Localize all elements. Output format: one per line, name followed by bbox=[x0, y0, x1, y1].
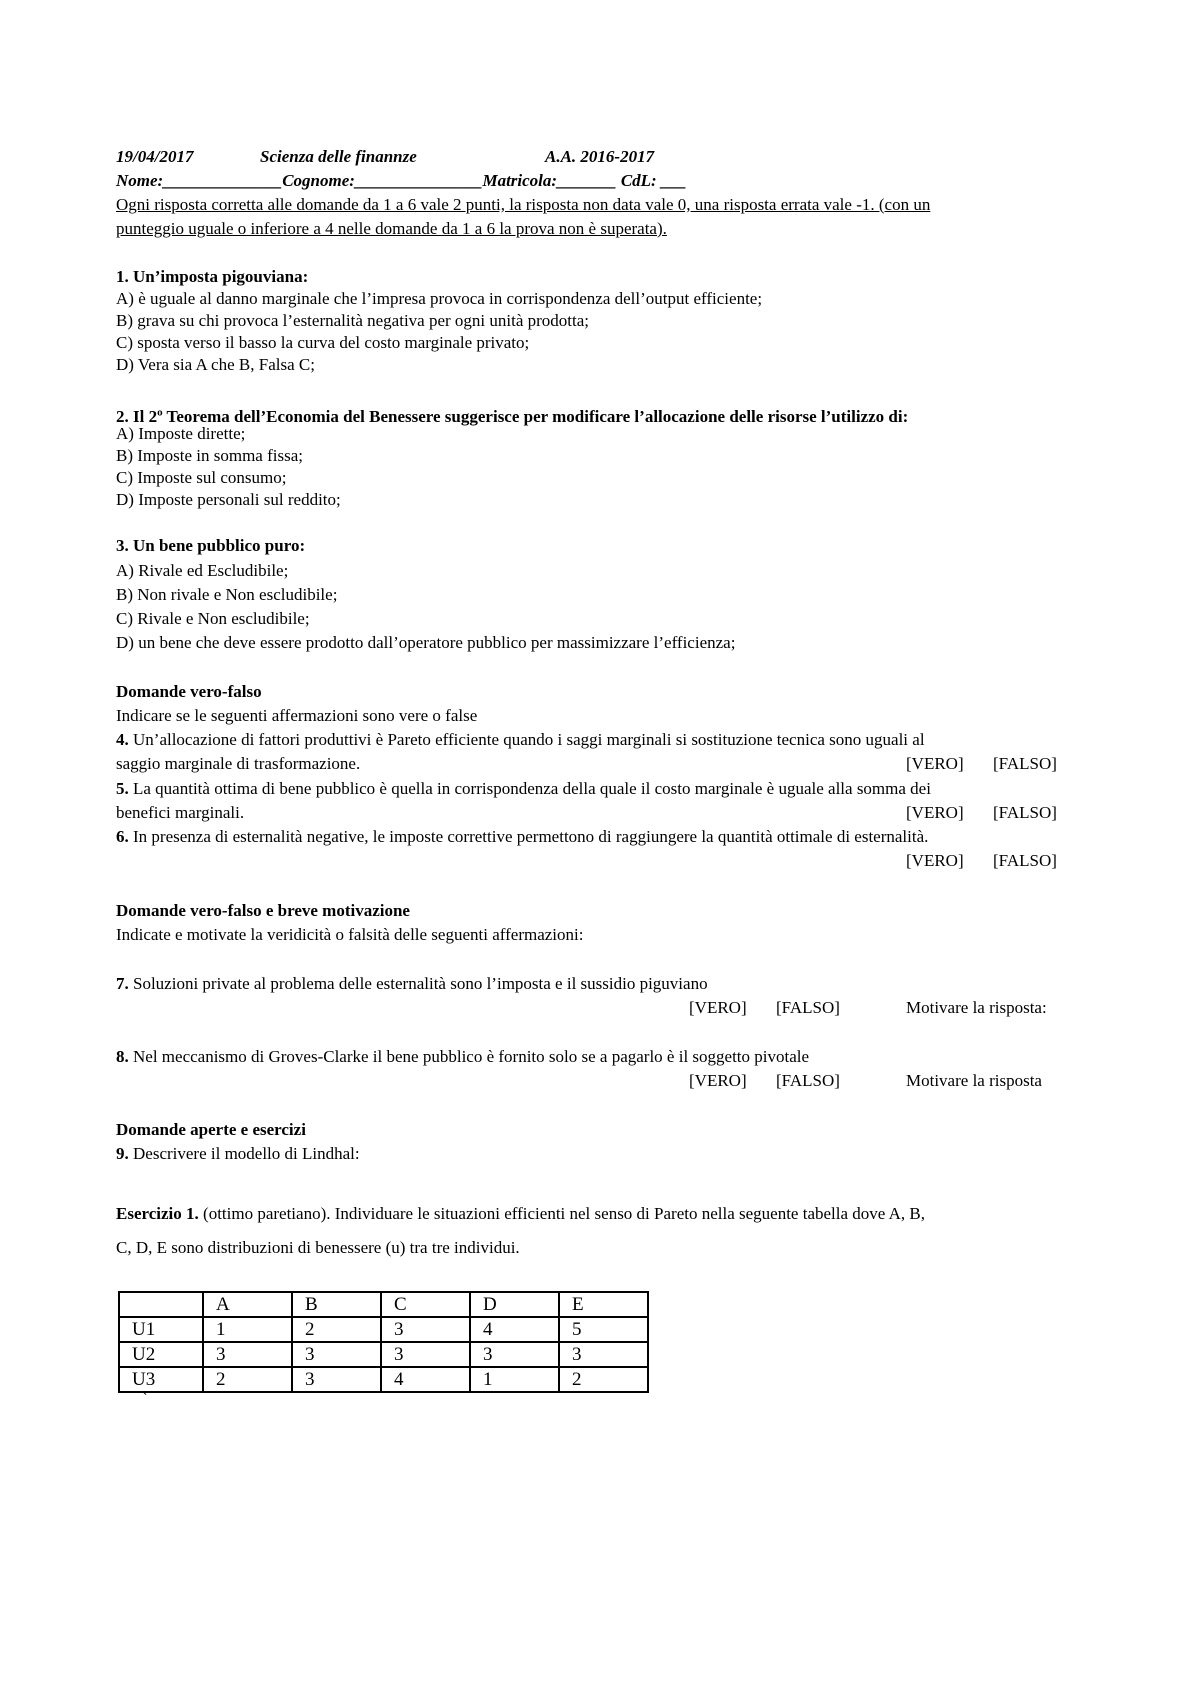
row-label-cell: U2 bbox=[119, 1342, 203, 1367]
table-cell: 4 bbox=[381, 1367, 470, 1392]
table-header-row bbox=[119, 1292, 648, 1317]
q4-line-2: saggio marginale di trasformazione. bbox=[116, 754, 361, 773]
table-header-cell: A bbox=[203, 1292, 292, 1317]
q9-text: 9. Descrivere il modello di Lindhal: bbox=[116, 1144, 360, 1163]
q7-motivate-label: Motivare la risposta: bbox=[906, 998, 1047, 1017]
table-cell: 3 bbox=[381, 1342, 470, 1367]
cdl-field: CdL: ___ bbox=[620, 171, 687, 190]
academic-year: A.A. 2016-2017 bbox=[545, 147, 655, 166]
table-row bbox=[119, 1367, 648, 1392]
table-cell: 3 bbox=[381, 1317, 470, 1342]
q1-title: 1. Un’imposta pigouviana: bbox=[116, 267, 309, 286]
q3-option-d: D) un bene che deve essere prodotto dall’operatore pubblico per massimizzare l’efficienza; bbox=[116, 633, 736, 652]
table-header-cell: B bbox=[292, 1292, 381, 1317]
q2-option-a: A) Imposte dirette; bbox=[116, 424, 246, 443]
row-label-cell: U1 bbox=[119, 1317, 203, 1342]
exam-date: 19/04/2017 bbox=[116, 147, 194, 166]
q5-line-1: 5. La quantità ottima di bene pubblico è quella in corrispondenza della quale il costo marginale è uguale alla somma dei bbox=[116, 779, 931, 798]
table-cell: 3 bbox=[559, 1342, 648, 1367]
q8-vero-option: [VERO] bbox=[689, 1071, 747, 1090]
q4-vero-option: [VERO] bbox=[906, 754, 964, 773]
q3-title: 3. Un bene pubblico puro: bbox=[116, 536, 306, 555]
q5-vero-option: [VERO] bbox=[906, 803, 964, 822]
table-row bbox=[119, 1342, 648, 1367]
q4-falso-option: [FALSO] bbox=[993, 754, 1057, 773]
q8-motivate-label: Motivare la risposta bbox=[906, 1071, 1042, 1090]
course-name: Scienza delle finannze bbox=[260, 147, 417, 166]
table-cell: 3 bbox=[292, 1367, 381, 1392]
q6-line-1: 6. In presenza di esternalità negative, le imposte correttive permettono di raggiungere la quantità ottimale di esternalità. bbox=[116, 827, 929, 846]
table-header-cell: C bbox=[381, 1292, 470, 1317]
truefalse-intro: Indicare se le seguenti affermazioni sono vere o false bbox=[116, 706, 478, 725]
table-cell: 3 bbox=[203, 1342, 292, 1367]
q1-option-d: D) Vera sia A che B, Falsa C; bbox=[116, 355, 315, 374]
motivated-intro: Indicate e motivate la veridicità o falsità delle seguenti affermazioni: bbox=[116, 925, 584, 944]
q6-vero-option: [VERO] bbox=[906, 851, 964, 870]
truefalse-heading: Domande vero-falso bbox=[116, 682, 262, 701]
exercise-line-1: Esercizio 1. (ottimo paretiano). Individuare le situazioni efficienti nel senso di Pareto nella seguente tabella dove A, B, bbox=[116, 1204, 925, 1223]
header-line-1 bbox=[116, 146, 655, 168]
matricola-field: Matricola:_______ bbox=[482, 171, 617, 190]
instructions-line-1: Ogni risposta corretta alle domande da 1 a 6 vale 2 punti, la risposta non data vale 0, una risposta errata vale -1. (con un bbox=[116, 195, 931, 214]
table-cell: 2 bbox=[203, 1367, 292, 1392]
table-cell bbox=[119, 1292, 203, 1317]
q2-option-c: C) Imposte sul consumo; bbox=[116, 468, 287, 487]
table-cell: 3 bbox=[292, 1342, 381, 1367]
instructions-line-2: punteggio uguale o inferiore a 4 nelle domande da 1 a 6 la prova non è superata). bbox=[116, 219, 667, 238]
nome-field: Nome:______________ bbox=[116, 171, 283, 190]
q3-option-c: C) Rivale e Non escludibile; bbox=[116, 609, 310, 628]
q1-option-a: A) è uguale al danno marginale che l’impresa provoca in corrispondenza dell’output efficiente; bbox=[116, 289, 763, 308]
q7-falso-option: [FALSO] bbox=[776, 998, 840, 1017]
q5-line-2: benefici marginali. bbox=[116, 803, 245, 822]
q2-option-b: B) Imposte in somma fissa; bbox=[116, 446, 303, 465]
open-heading: Domande aperte e esercizi bbox=[116, 1120, 306, 1139]
q3-option-a: A) Rivale ed Escludibile; bbox=[116, 561, 289, 580]
q4-line-1: 4. Un’allocazione di fattori produttivi è Pareto efficiente quando i saggi marginali si sostituzione tecnica sono uguali al bbox=[116, 730, 925, 749]
q8-text: 8. Nel meccanismo di Groves-Clarke il bene pubblico è fornito solo se a pagarlo è il soggetto pivotale bbox=[116, 1047, 810, 1066]
q1-option-b: B) grava su chi provoca l’esternalità negativa per ogni unità prodotta; bbox=[116, 311, 590, 330]
table-cell: 5 bbox=[559, 1317, 648, 1342]
pareto-table bbox=[118, 1291, 649, 1393]
table-row bbox=[119, 1317, 648, 1342]
q2-title: 2. Il 2$^o$ Teorema dell’Economia del Benessere suggerisce per modificare l’allocazione delle risorse l’utilizzo di: bbox=[116, 406, 909, 426]
row-label-cell: U3 bbox=[119, 1367, 203, 1392]
table-header-cell: D bbox=[470, 1292, 559, 1317]
table-cell: 4 bbox=[470, 1317, 559, 1342]
table-cell: 2 bbox=[559, 1367, 648, 1392]
q6-falso-option: [FALSO] bbox=[993, 851, 1057, 870]
motivated-heading: Domande vero-falso e breve motivazione bbox=[116, 901, 410, 920]
q1-option-c: C) sposta verso il basso la curva del costo marginale privato; bbox=[116, 333, 530, 352]
q3-option-b: B) Non rivale e Non escludibile; bbox=[116, 585, 338, 604]
table-cell: 1 bbox=[470, 1367, 559, 1392]
cognome-field: Cognome:_______________ bbox=[282, 171, 483, 190]
q5-falso-option: [FALSO] bbox=[993, 803, 1057, 822]
q2-option-d: D) Imposte personali sul reddito; bbox=[116, 490, 341, 509]
table-cell: 1 bbox=[203, 1317, 292, 1342]
table-cell: 3 bbox=[470, 1342, 559, 1367]
table-cell: 2 bbox=[292, 1317, 381, 1342]
table-header-cell: E bbox=[559, 1292, 648, 1317]
q7-vero-option: [VERO] bbox=[689, 998, 747, 1017]
stray-mark: ` bbox=[143, 1390, 148, 1405]
header-line-2 bbox=[116, 170, 686, 192]
q8-falso-option: [FALSO] bbox=[776, 1071, 840, 1090]
q7-text: 7. Soluzioni private al problema delle esternalità sono l’imposta e il sussidio piguviano bbox=[116, 974, 708, 993]
exercise-line-2: C, D, E sono distribuzioni di benessere (u) tra tre individui. bbox=[116, 1238, 520, 1257]
